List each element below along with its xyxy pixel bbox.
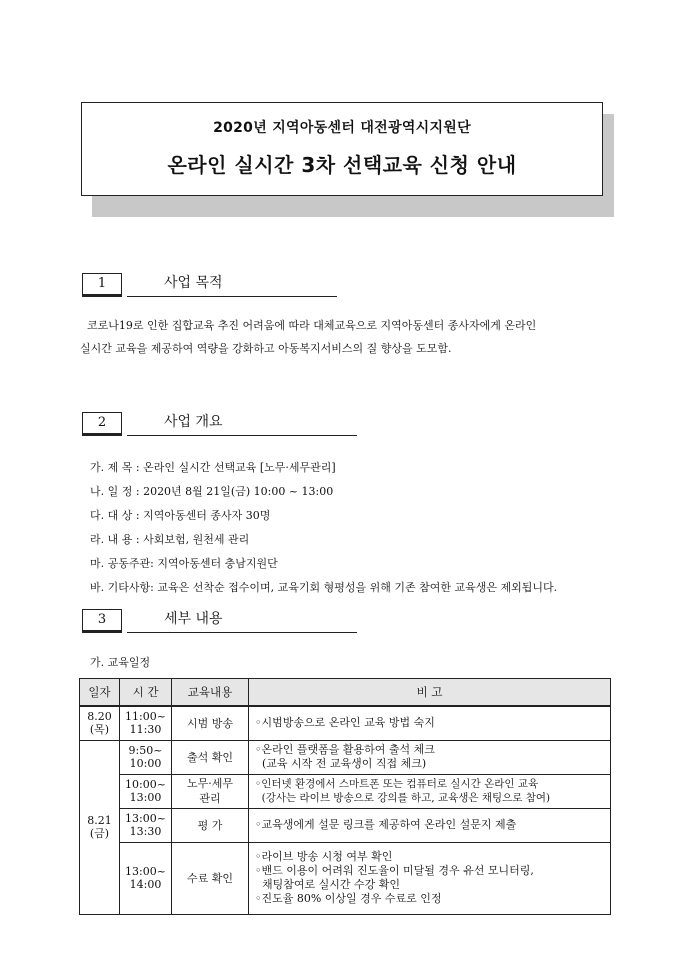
content-cell: 노무·세무 관리 [172, 774, 249, 808]
overview-item: 다. 대 상 : 지역아동센터 종사자 30명 [90, 509, 271, 522]
time-cell [120, 774, 172, 808]
time-end: 14:00 [129, 878, 162, 891]
document-title: 온라인 실시간 3차 선택교육 신청 안내 [167, 153, 517, 177]
purpose-line: 코로나19로 인한 집합교육 추진 어려움에 따라 대체교육으로 지역아동센터 종사자에게 온라인 [87, 319, 537, 332]
overview-item: 마. 공동주관: 지역아동센터 충남지원단 [90, 557, 278, 570]
table-row [80, 740, 611, 774]
date-text: 8.20 [87, 710, 112, 724]
weekday-text: (금) [89, 827, 110, 840]
header-content: 교육내용 [172, 679, 249, 707]
note-line: (강사는 라이브 방송으로 강의를 하고, 교육생은 채팅으로 참여) [255, 792, 551, 804]
table-header-row [80, 679, 611, 707]
overview-item: 나. 일 정 : 2020년 8월 21일(금) 10:00 ~ 13:00 [90, 485, 334, 498]
time-start: 10:00~ [125, 778, 166, 791]
content-cell: 시범 방송 [172, 706, 249, 740]
weekday-text: (목) [89, 723, 110, 737]
note-line: ◦교육생에게 설문 링크를 제공하여 온라인 설문지 제출 [255, 818, 517, 831]
time-start: 11:00~ [125, 710, 166, 724]
table-row [80, 842, 611, 914]
notes-cell [249, 740, 611, 774]
overview-item: 라. 내 용 : 사회보험, 원천세 관리 [90, 533, 250, 546]
note-line: ◦밴드 이용이 어려워 진도율이 미달될 경우 유선 모니터링, [255, 864, 534, 877]
section-title: 사업 개요 [127, 412, 357, 436]
schedule-table [79, 678, 611, 915]
content-cell: 평 가 [172, 808, 249, 842]
note-line: ◦라이브 방송 시청 여부 확인 [255, 850, 393, 863]
document-subtitle: 2020년 지역아동센터 대전광역시지원단 [213, 120, 471, 136]
table-row [80, 774, 611, 808]
content-cell: 출석 확인 [172, 740, 249, 774]
time-end: 10:00 [129, 757, 162, 770]
time-start: 13:00~ [125, 812, 166, 825]
section-title: 세부 내용 [127, 609, 357, 633]
overview-item: 바. 기타사항: 교육은 선착순 접수이며, 교육기회 형평성을 위해 기존 참여한 교육생은 제외됩니다. [90, 581, 558, 594]
overview-item: 가. 제 목 : 온라인 실시간 선택교육 [노무·세무관리] [90, 461, 336, 474]
time-end: 11:30 [129, 723, 162, 737]
time-cell [120, 808, 172, 842]
note-line: ◦온라인 플랫폼을 활용하여 출석 체크 [255, 743, 435, 756]
notes-cell [249, 808, 611, 842]
time-cell [120, 706, 172, 740]
section-number: 2 [82, 412, 122, 436]
note-line: (교육 시작 전 교육생이 직접 체크) [255, 757, 427, 770]
header-time: 시 간 [120, 679, 172, 707]
table-row [80, 706, 611, 740]
section-number: 3 [82, 609, 122, 633]
notes-cell [249, 842, 611, 914]
note-line: 채팅참여로 실시간 수강 확인 [255, 878, 400, 891]
time-cell [120, 842, 172, 914]
content-cell: 수료 확인 [172, 842, 249, 914]
header-notes: 비 고 [249, 679, 611, 707]
title-box [81, 102, 603, 196]
time-end: 13:30 [129, 825, 162, 838]
section-title: 사업 목적 [127, 273, 337, 297]
time-end: 13:00 [129, 791, 162, 804]
date-text: 8.21 [87, 814, 112, 827]
notes-cell [249, 774, 611, 808]
time-cell [120, 740, 172, 774]
header-date: 일자 [80, 679, 120, 707]
purpose-paragraph [80, 314, 620, 360]
date-cell [80, 740, 120, 914]
time-start: 9:50~ [128, 744, 163, 757]
overview-list [90, 456, 630, 600]
note-line: ◦진도율 80% 이상일 경우 수료로 인정 [255, 892, 442, 905]
time-start: 13:00~ [125, 865, 166, 878]
date-cell [80, 706, 120, 740]
table-row [80, 808, 611, 842]
note-line: ◦시범방송으로 온라인 교육 방법 숙지 [255, 716, 435, 730]
notes-cell [249, 706, 611, 740]
note-line: ◦인터넷 환경에서 스마트폰 또는 컴퓨터로 실시간 온라인 교육 [255, 778, 539, 790]
section-number: 1 [82, 273, 122, 297]
purpose-line: 실시간 교육을 제공하여 역량을 강화하고 아동복지서비스의 질 향상을 도모함. [80, 342, 452, 355]
schedule-subheading: 가. 교육일정 [90, 656, 151, 669]
